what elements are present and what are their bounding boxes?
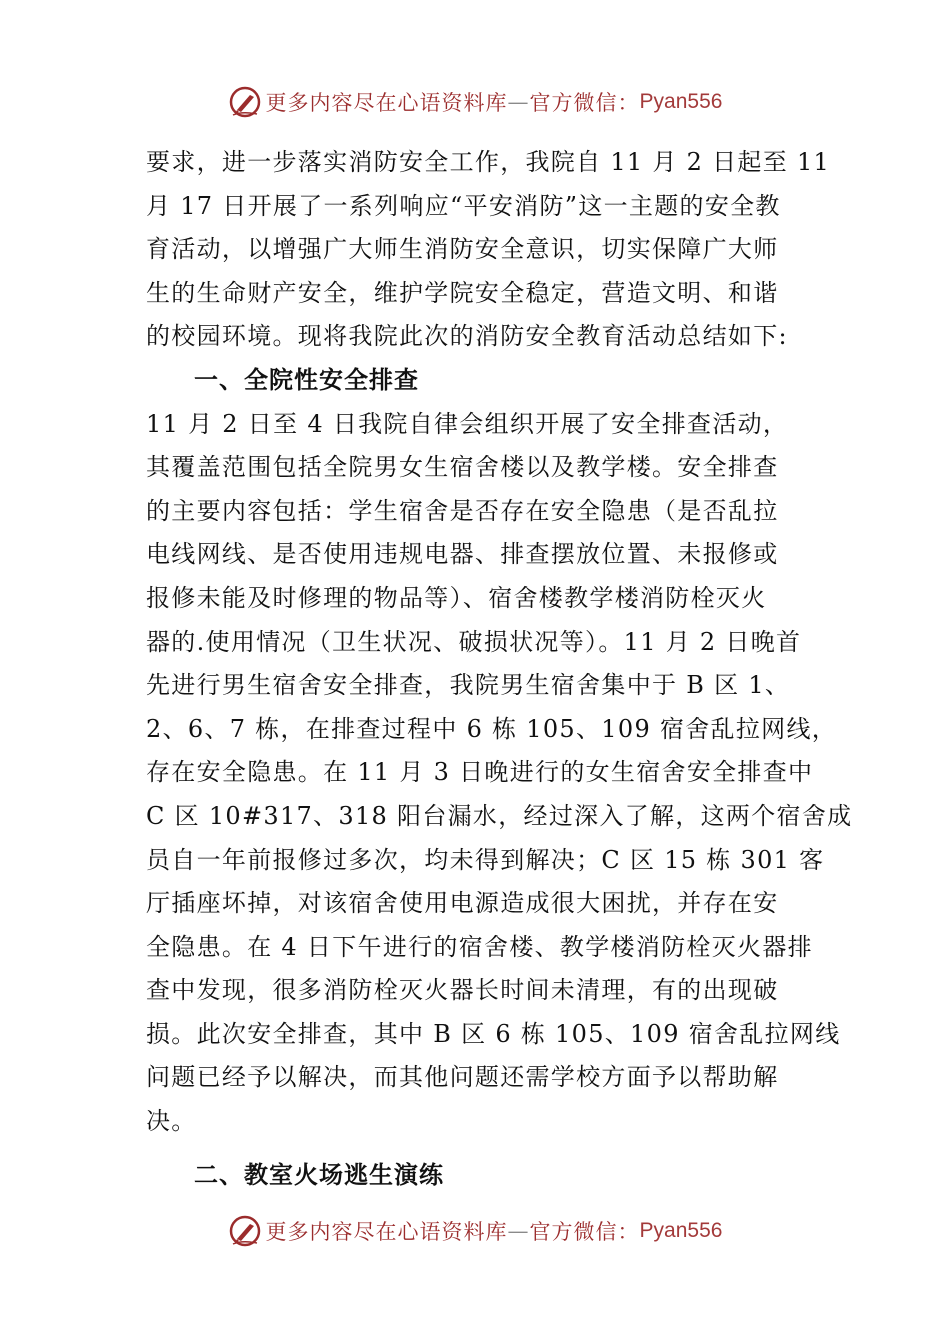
text-line: 要求，进一步落实消防安全工作，我院自 11 月 2 日起至 11 <box>146 148 831 176</box>
header-watermark <box>0 82 950 122</box>
text-line: 育活动，以增强广大师生消防安全意识，切实保障广大师 <box>146 235 779 264</box>
section-1-heading: 一、全院性安全排查 <box>194 365 419 394</box>
watermark-label: 官方微信： <box>529 1220 640 1244</box>
pen-logo-icon <box>228 1214 262 1248</box>
text-line: 报修未能及时修理的物品等）、宿舍楼教学楼消防栓灭火 <box>146 583 767 612</box>
text-line: C 区 10#317、318 阳台漏水，经过深入了解，这两个宿舍成 <box>146 801 853 830</box>
watermark-handle: Pyan556 <box>639 90 723 113</box>
text-line: 11 月 2 日至 4 日我院自律会组织开展了安全排查活动， <box>146 409 789 438</box>
section-1-paragraph <box>146 403 853 1144</box>
text-line: 电线网线、是否使用违规电器、排查摆放位置、未报修或 <box>146 540 779 569</box>
watermark-label: 官方微信： <box>529 91 640 115</box>
text-line: 员自一年前报修过多次，均未得到解决；C 区 15 栋 301 客 <box>146 845 825 874</box>
intro-paragraph <box>146 141 831 359</box>
watermark-separator: — <box>507 1219 530 1243</box>
text-line: 生的生命财产安全，维护学院安全稳定，营造文明、和谐 <box>146 278 779 307</box>
watermark-text: 更多内容尽在心语资料库 <box>265 1220 508 1244</box>
text-line: 厅插座坏掉，对该宿舍使用电源造成很大困扰，并存在安 <box>146 889 779 918</box>
footer-watermark <box>0 1211 950 1251</box>
watermark-separator: — <box>507 90 530 114</box>
text-line: 的校园环境。现将我院此次的消防安全教育活动总结如下: <box>146 322 788 351</box>
text-line: 决。 <box>146 1107 197 1136</box>
text-line: 问题已经予以解决，而其他问题还需学校方面予以帮助解 <box>146 1063 779 1092</box>
text-line: 其覆盖范围包括全院男女生宿舍楼以及教学楼。安全排查 <box>146 453 779 482</box>
text-line: 先进行男生宿舍安全排查，我院男生宿舍集中于 B 区 1、 <box>146 671 791 700</box>
section-2-heading: 二、教室火场逃生演练 <box>194 1160 444 1189</box>
text-line: 存在安全隐患。在 11 月 3 日晚进行的女生宿舍安全排查中 <box>146 758 814 787</box>
text-line: 全隐患。在 4 日下午进行的宿舍楼、教学楼消防栓灭火器排 <box>146 932 813 961</box>
pen-logo-icon <box>228 85 262 119</box>
text-line: 的主要内容包括：学生宿舍是否存在安全隐患（是否乱拉 <box>146 496 779 525</box>
text-line: 损。此次安全排查，其中 B 区 6 栋 105、109 宿舍乱拉网线 <box>146 1019 841 1048</box>
text-line: 查中发现，很多消防栓灭火器长时间未清理，有的出现破 <box>146 976 779 1005</box>
document-body <box>146 141 853 1197</box>
watermark-handle: Pyan556 <box>639 1219 723 1242</box>
text-line: 月 17 日开展了一系列响应“平安消防”这一主题的安全教 <box>146 191 781 220</box>
text-line: 2、6、7 栋，在排查过程中 6 栋 105、109 宿舍乱拉网线， <box>146 714 838 743</box>
watermark-text: 更多内容尽在心语资料库 <box>265 91 508 115</box>
text-line: 器的.使用情况（卫生状况、破损状况等）。11 月 2 日晚首 <box>146 627 802 656</box>
